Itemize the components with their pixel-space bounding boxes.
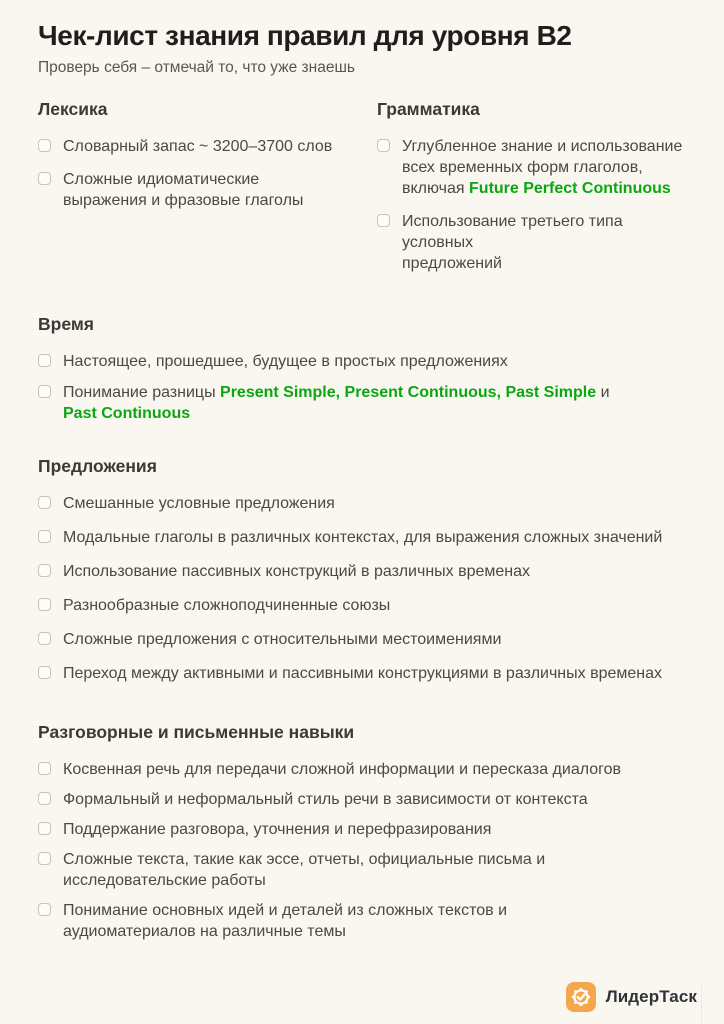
checklist-item [377, 136, 686, 199]
checklist-item [38, 169, 377, 211]
checklist-item-label: Сложные предложения с относительными местоимениями [63, 631, 502, 648]
checklist-item [38, 789, 686, 810]
checklist-item-label: Настоящее, прошедшее, будущее в простых предложениях [63, 353, 508, 370]
section-heading-grammatika: Грамматика [377, 99, 480, 119]
checklist-item-label: Косвенная речь для передачи сложной информации и пересказа диалогов [63, 761, 622, 778]
section-heading-predlozheniya: Предложения [38, 456, 157, 476]
checklist-item-label: Сложные идиоматические выражения и фразовые глаголы [63, 171, 304, 209]
checklist-sections [38, 99, 686, 942]
lidertask-logo-icon [566, 982, 596, 1012]
checklist-item [38, 900, 686, 942]
checkbox[interactable] [38, 632, 51, 645]
highlighted-term: Future Perfect Continuous [469, 180, 671, 197]
checklist-item [38, 351, 686, 372]
highlighted-term: Present Simple, [220, 384, 341, 401]
checklist-item [38, 382, 686, 424]
checkbox[interactable] [38, 530, 51, 543]
checkbox[interactable] [38, 496, 51, 509]
section-vremya [38, 314, 686, 424]
section-heading-lexika: Лексика [38, 99, 108, 119]
checklist-item-label: Переход между активными и пассивными конструкциями в различных временах [63, 665, 663, 682]
section-razgovornye [38, 722, 686, 942]
checklist-item-label: Понимание разницы Present Simple, Present Continuous, Past Simple и Past Continuous [63, 384, 610, 422]
checklist-item-label: Углубленное знание и использование всех временных форм глаголов, включая Future Perfect Continuous [402, 138, 683, 197]
checklist-item [38, 663, 686, 684]
checklist-item [38, 527, 686, 548]
checklist-item-label: Формальный и неформальный стиль речи в зависимости от контекста [63, 791, 588, 808]
checkbox[interactable] [38, 822, 51, 835]
checklist-item-label: Словарный запас ~ 3200–3700 слов [63, 138, 333, 155]
section-heading-razgovornye: Разговорные и письменные навыки [38, 722, 355, 742]
checklist-item-label: Использование третьего типа условных предложений [402, 213, 623, 272]
checklist-item [38, 819, 686, 840]
checkbox[interactable] [38, 385, 51, 398]
checkbox[interactable] [38, 903, 51, 916]
checkbox[interactable] [377, 139, 390, 152]
section-lexika [38, 99, 377, 286]
section-predlozheniya [38, 456, 686, 684]
checklist-item-label: Разнообразные сложноподчиненные союзы [63, 597, 391, 614]
page-header [38, 20, 686, 77]
checklist-item [38, 849, 686, 891]
footer [566, 982, 697, 1012]
checkbox[interactable] [38, 354, 51, 367]
checklist-item [377, 211, 686, 274]
checklist-item-label: Поддержание разговора, уточнения и перефразирования [63, 821, 492, 838]
checklist-item-label: Понимание основных идей и деталей из сложных текстов и аудиоматериалов на различные темы [63, 902, 507, 940]
checklist-item [38, 136, 377, 157]
page-subtitle: Проверь себя – отмечай то, что уже знаешь [38, 59, 355, 76]
checklist-item [38, 595, 686, 616]
checklist-item [38, 629, 686, 650]
full-width-sections [38, 314, 686, 942]
section-grammatika [377, 99, 686, 286]
checklist-item [38, 493, 686, 514]
checklist-item [38, 759, 686, 780]
section-heading-vremya: Время [38, 314, 94, 334]
highlighted-term: Present Continuous, [344, 384, 501, 401]
checkbox[interactable] [38, 792, 51, 805]
two-column-sections [38, 99, 686, 286]
checkbox[interactable] [38, 666, 51, 679]
page-title: Чек-лист знания правил для уровня B2 [38, 20, 572, 51]
lidertask-logo-text: ЛидерТаск [605, 987, 697, 1006]
highlighted-term: Past Continuous [63, 405, 191, 422]
checkbox[interactable] [377, 214, 390, 227]
checkbox[interactable] [38, 139, 51, 152]
checkbox[interactable] [38, 598, 51, 611]
checkbox[interactable] [38, 172, 51, 185]
checklist-item [38, 561, 686, 582]
checkbox[interactable] [38, 564, 51, 577]
highlighted-term: Past Simple [505, 384, 597, 401]
checklist-item-label: Сложные текста, такие как эссе, отчеты, официальные письма и исследовательские работы [63, 851, 546, 889]
footer-divider [701, 982, 702, 1024]
checklist-item-label: Модальные глаголы в различных контекстах, для выражения сложных значений [63, 529, 663, 546]
checklist-item-label: Использование пассивных конструкций в различных временах [63, 563, 531, 580]
checkbox[interactable] [38, 852, 51, 865]
checkbox[interactable] [38, 762, 51, 775]
checklist-item-label: Смешанные условные предложения [63, 495, 335, 512]
